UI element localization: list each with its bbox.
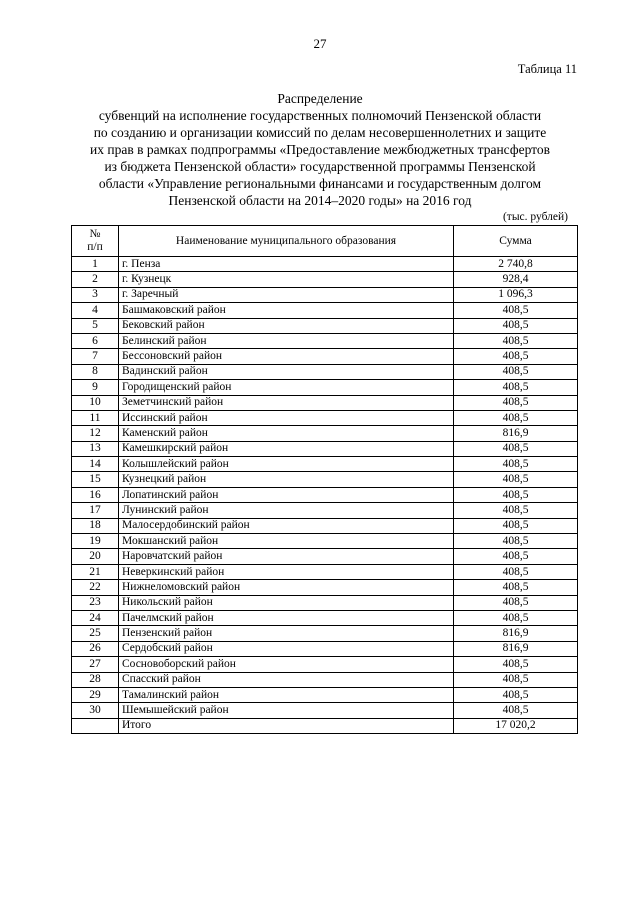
row-number: 19 <box>72 534 119 549</box>
row-name: Земетчинский район <box>119 395 454 410</box>
row-sum: 408,5 <box>454 318 578 333</box>
row-number: 13 <box>72 441 119 456</box>
row-name: Белинский район <box>119 333 454 348</box>
row-name: Мокшанский район <box>119 534 454 549</box>
row-number: 18 <box>72 518 119 533</box>
row-sum: 408,5 <box>454 518 578 533</box>
row-number: 9 <box>72 380 119 395</box>
row-name: Никольский район <box>119 595 454 610</box>
row-name: Городищенский район <box>119 380 454 395</box>
table-row <box>72 303 578 318</box>
row-sum: 408,5 <box>454 395 578 410</box>
row-number: 6 <box>72 333 119 348</box>
row-sum: 408,5 <box>454 687 578 702</box>
row-sum: 1 096,3 <box>454 287 578 302</box>
table-row <box>72 610 578 625</box>
row-sum: 408,5 <box>454 503 578 518</box>
table-row <box>72 441 578 456</box>
row-sum: 408,5 <box>454 349 578 364</box>
total-row <box>72 718 578 733</box>
row-sum: 408,5 <box>454 595 578 610</box>
row-sum: 408,5 <box>454 441 578 456</box>
row-name: Лунинский район <box>119 503 454 518</box>
row-name: Башмаковский район <box>119 303 454 318</box>
row-sum: 408,5 <box>454 380 578 395</box>
row-number: 16 <box>72 487 119 502</box>
row-sum: 408,5 <box>454 657 578 672</box>
row-name: Лопатинский район <box>119 487 454 502</box>
row-name: Камешкирский район <box>119 441 454 456</box>
table-label: Таблица 11 <box>517 62 577 76</box>
table-row <box>72 457 578 472</box>
title-line: по созданию и организации комиссий по делам несовершеннолетних и защите <box>93 125 547 140</box>
title-line: Пензенской области на 2014–2020 годы» на 2016 год <box>168 193 472 208</box>
row-sum: 408,5 <box>454 410 578 425</box>
table-row <box>72 518 578 533</box>
header-number-line2: п/п <box>87 241 103 253</box>
row-number: 5 <box>72 318 119 333</box>
row-sum: 408,5 <box>454 364 578 379</box>
row-sum: 816,9 <box>454 626 578 641</box>
table-row <box>72 333 578 348</box>
row-number: 24 <box>72 610 119 625</box>
table-row <box>72 287 578 302</box>
row-number: 7 <box>72 349 119 364</box>
row-name: Шемышейский район <box>119 703 454 718</box>
table-row <box>72 472 578 487</box>
row-name: Бековский район <box>119 318 454 333</box>
row-number: 27 <box>72 657 119 672</box>
table-row <box>72 672 578 687</box>
row-sum: 408,5 <box>454 672 578 687</box>
row-name: Нижнеломовский район <box>119 580 454 595</box>
row-sum: 17 020,2 <box>454 718 578 733</box>
row-sum: 2 740,8 <box>454 257 578 272</box>
row-name: Тамалинский район <box>119 687 454 702</box>
row-number: 25 <box>72 626 119 641</box>
row-number: 20 <box>72 549 119 564</box>
row-sum: 928,4 <box>454 272 578 287</box>
table-row <box>72 272 578 287</box>
row-number: 2 <box>72 272 119 287</box>
row-number: 15 <box>72 472 119 487</box>
row-name: г. Кузнецк <box>119 272 454 287</box>
row-number: 12 <box>72 426 119 441</box>
distribution-table <box>71 225 578 734</box>
row-number: 3 <box>72 287 119 302</box>
row-number: 11 <box>72 410 119 425</box>
row-number: 10 <box>72 395 119 410</box>
table-body <box>72 257 578 734</box>
table-row <box>72 426 578 441</box>
table-row <box>72 595 578 610</box>
document-title <box>62 90 578 209</box>
table-row <box>72 318 578 333</box>
row-number: 22 <box>72 580 119 595</box>
row-name: Спасский район <box>119 672 454 687</box>
row-name: Пензенский район <box>119 626 454 641</box>
title-line: области «Управление региональными финансами и государственным долгом <box>98 176 542 191</box>
title-line: из бюджета Пензенской области» государственной программы Пензенской <box>104 159 536 174</box>
row-sum: 408,5 <box>454 549 578 564</box>
table-row <box>72 641 578 656</box>
table-row <box>72 564 578 579</box>
row-sum: 816,9 <box>454 641 578 656</box>
units-label: (тыс. рублей) <box>502 211 568 223</box>
row-name: Вадинский район <box>119 364 454 379</box>
table-row <box>72 626 578 641</box>
row-name: Кузнецкий район <box>119 472 454 487</box>
row-number: 1 <box>72 257 119 272</box>
row-name: Неверкинский район <box>119 564 454 579</box>
table-header-row <box>72 226 578 257</box>
row-name: Наровчатский район <box>119 549 454 564</box>
row-sum: 408,5 <box>454 580 578 595</box>
title-line: Распределение <box>277 91 363 106</box>
row-number: 14 <box>72 457 119 472</box>
table-row <box>72 657 578 672</box>
row-sum: 408,5 <box>454 333 578 348</box>
row-sum: 408,5 <box>454 472 578 487</box>
header-sum: Сумма <box>454 226 578 257</box>
row-number <box>72 718 119 733</box>
row-number: 28 <box>72 672 119 687</box>
table-row <box>72 580 578 595</box>
row-sum: 408,5 <box>454 564 578 579</box>
row-sum: 408,5 <box>454 457 578 472</box>
title-line: их прав в рамках подпрограммы «Предоставление межбюджетных трансфертов <box>90 142 550 157</box>
row-number: 8 <box>72 364 119 379</box>
row-sum: 408,5 <box>454 303 578 318</box>
header-number <box>72 226 119 257</box>
row-number: 17 <box>72 503 119 518</box>
row-name: г. Заречный <box>119 287 454 302</box>
table-row <box>72 534 578 549</box>
table-row <box>72 549 578 564</box>
header-name: Наименование муниципального образования <box>119 226 454 257</box>
table-row <box>72 703 578 718</box>
row-sum: 408,5 <box>454 703 578 718</box>
row-name: Сердобский район <box>119 641 454 656</box>
row-name: Итого <box>119 718 454 733</box>
table-row <box>72 503 578 518</box>
header-number-line1: № <box>89 228 101 240</box>
row-sum: 816,9 <box>454 426 578 441</box>
row-name: Пачелмский район <box>119 610 454 625</box>
table-row <box>72 395 578 410</box>
table-row <box>72 380 578 395</box>
table-row <box>72 349 578 364</box>
row-number: 30 <box>72 703 119 718</box>
row-name: Иссинский район <box>119 410 454 425</box>
row-number: 4 <box>72 303 119 318</box>
row-sum: 408,5 <box>454 610 578 625</box>
row-name: Малосердобинский район <box>119 518 454 533</box>
table-row <box>72 257 578 272</box>
row-name: Колышлейский район <box>119 457 454 472</box>
row-sum: 408,5 <box>454 487 578 502</box>
row-name: г. Пенза <box>119 257 454 272</box>
table-row <box>72 687 578 702</box>
row-name: Сосновоборский район <box>119 657 454 672</box>
row-sum: 408,5 <box>454 534 578 549</box>
page-number: 27 <box>313 36 327 51</box>
row-name: Бессоновский район <box>119 349 454 364</box>
row-number: 23 <box>72 595 119 610</box>
row-number: 29 <box>72 687 119 702</box>
table-row <box>72 364 578 379</box>
row-number: 21 <box>72 564 119 579</box>
title-line: субвенций на исполнение государственных полномочий Пензенской области <box>98 108 542 123</box>
table-row <box>72 487 578 502</box>
row-number: 26 <box>72 641 119 656</box>
table-row <box>72 410 578 425</box>
row-name: Каменский район <box>119 426 454 441</box>
